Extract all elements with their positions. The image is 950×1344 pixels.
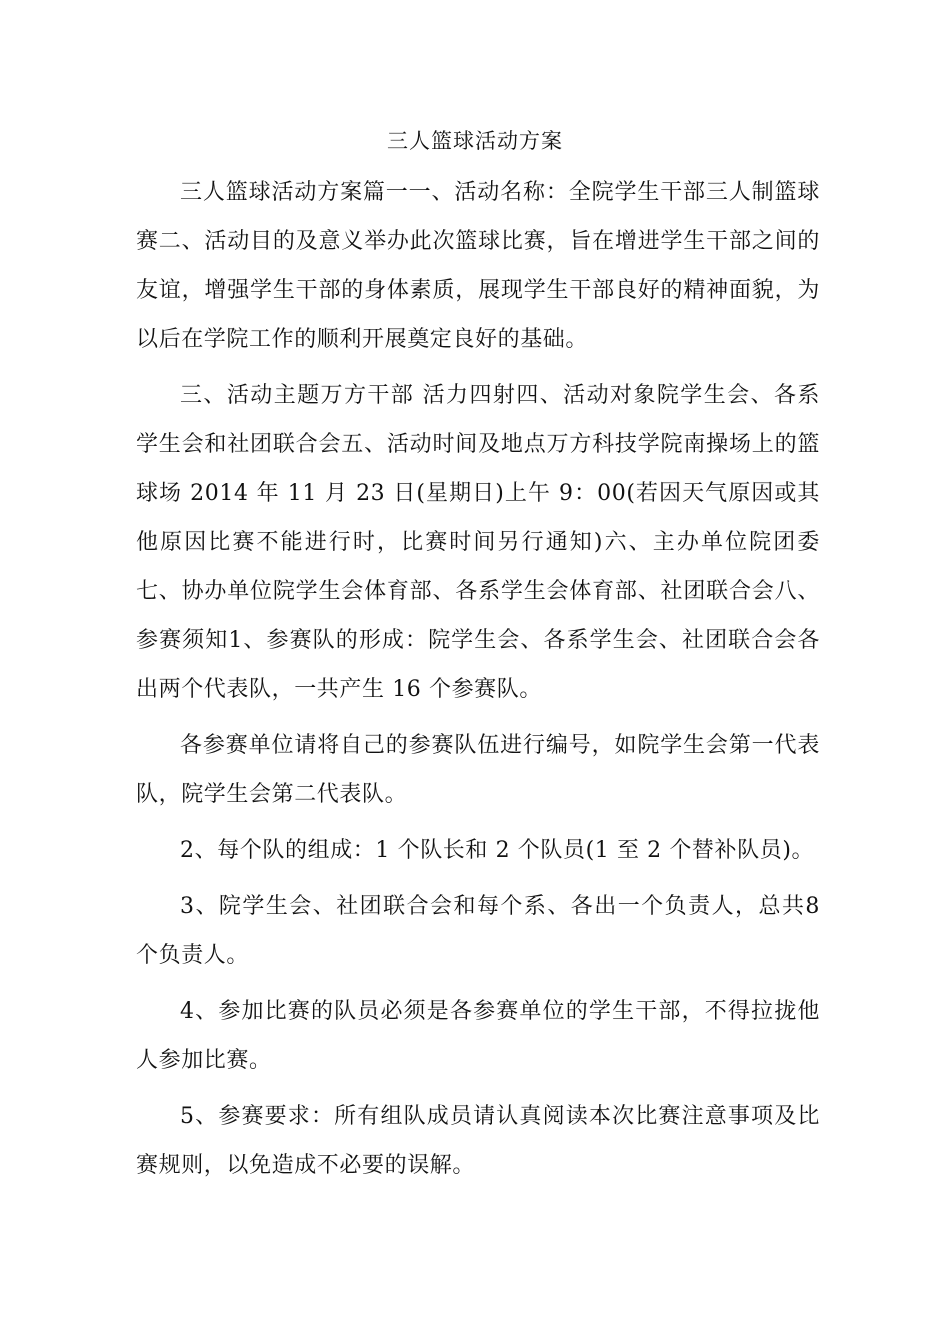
paragraph-3: 各参赛单位请将自己的参赛队伍进行编号，如院学生会第一代表队，院学生会第二代表队。 [136,733,820,807]
paragraph-6: 4、参加比赛的队员必须是各参赛单位的学生干部，不得拉拢他人参加比赛。 [136,999,820,1073]
document-body [136,168,820,1190]
paragraph-5: 3、院学生会、社团联合会和每个系、各出一个负责人，总共8 个负责人。 [136,894,820,968]
paragraph-4: 2、每个队的组成：1 个队长和 2 个队员(1 至 2 个替补队员)。 [180,838,815,863]
document-title: 三人篮球活动方案 [387,129,563,153]
paragraph-2: 三、活动主题万方干部 活力四射四、活动对象院学生会、各系学生会和社团联合会五、活动时间及地点万方科技学院南操场上的篮球场 2014 年 11 月 23 日(星期日)上午 9：00(若因天气原因或其他原因比赛不能进行时，比赛时间另行通知)六、主办单位院团委七、协办单位院学生会体育部、各系学生会体育部、社团联合会八、参赛须知1、参赛队的形成：院学生会、各系学生会、社团联合会各出两个代表队，一共产生 16 个参赛队。 [136,383,820,702]
paragraph-7: 5、参赛要求：所有组队成员请认真阅读本次比赛注意事项及比赛规则，以免造成不必要的误解。 [136,1104,820,1178]
paragraph-1: 三人篮球活动方案篇一一、活动名称：全院学生干部三人制篮球赛二、活动目的及意义举办此次篮球比赛，旨在增进学生干部之间的友谊，增强学生干部的身体素质，展现学生干部良好的精神面貌，为以后在学院工作的顺利开展奠定良好的基础。 [136,180,820,352]
